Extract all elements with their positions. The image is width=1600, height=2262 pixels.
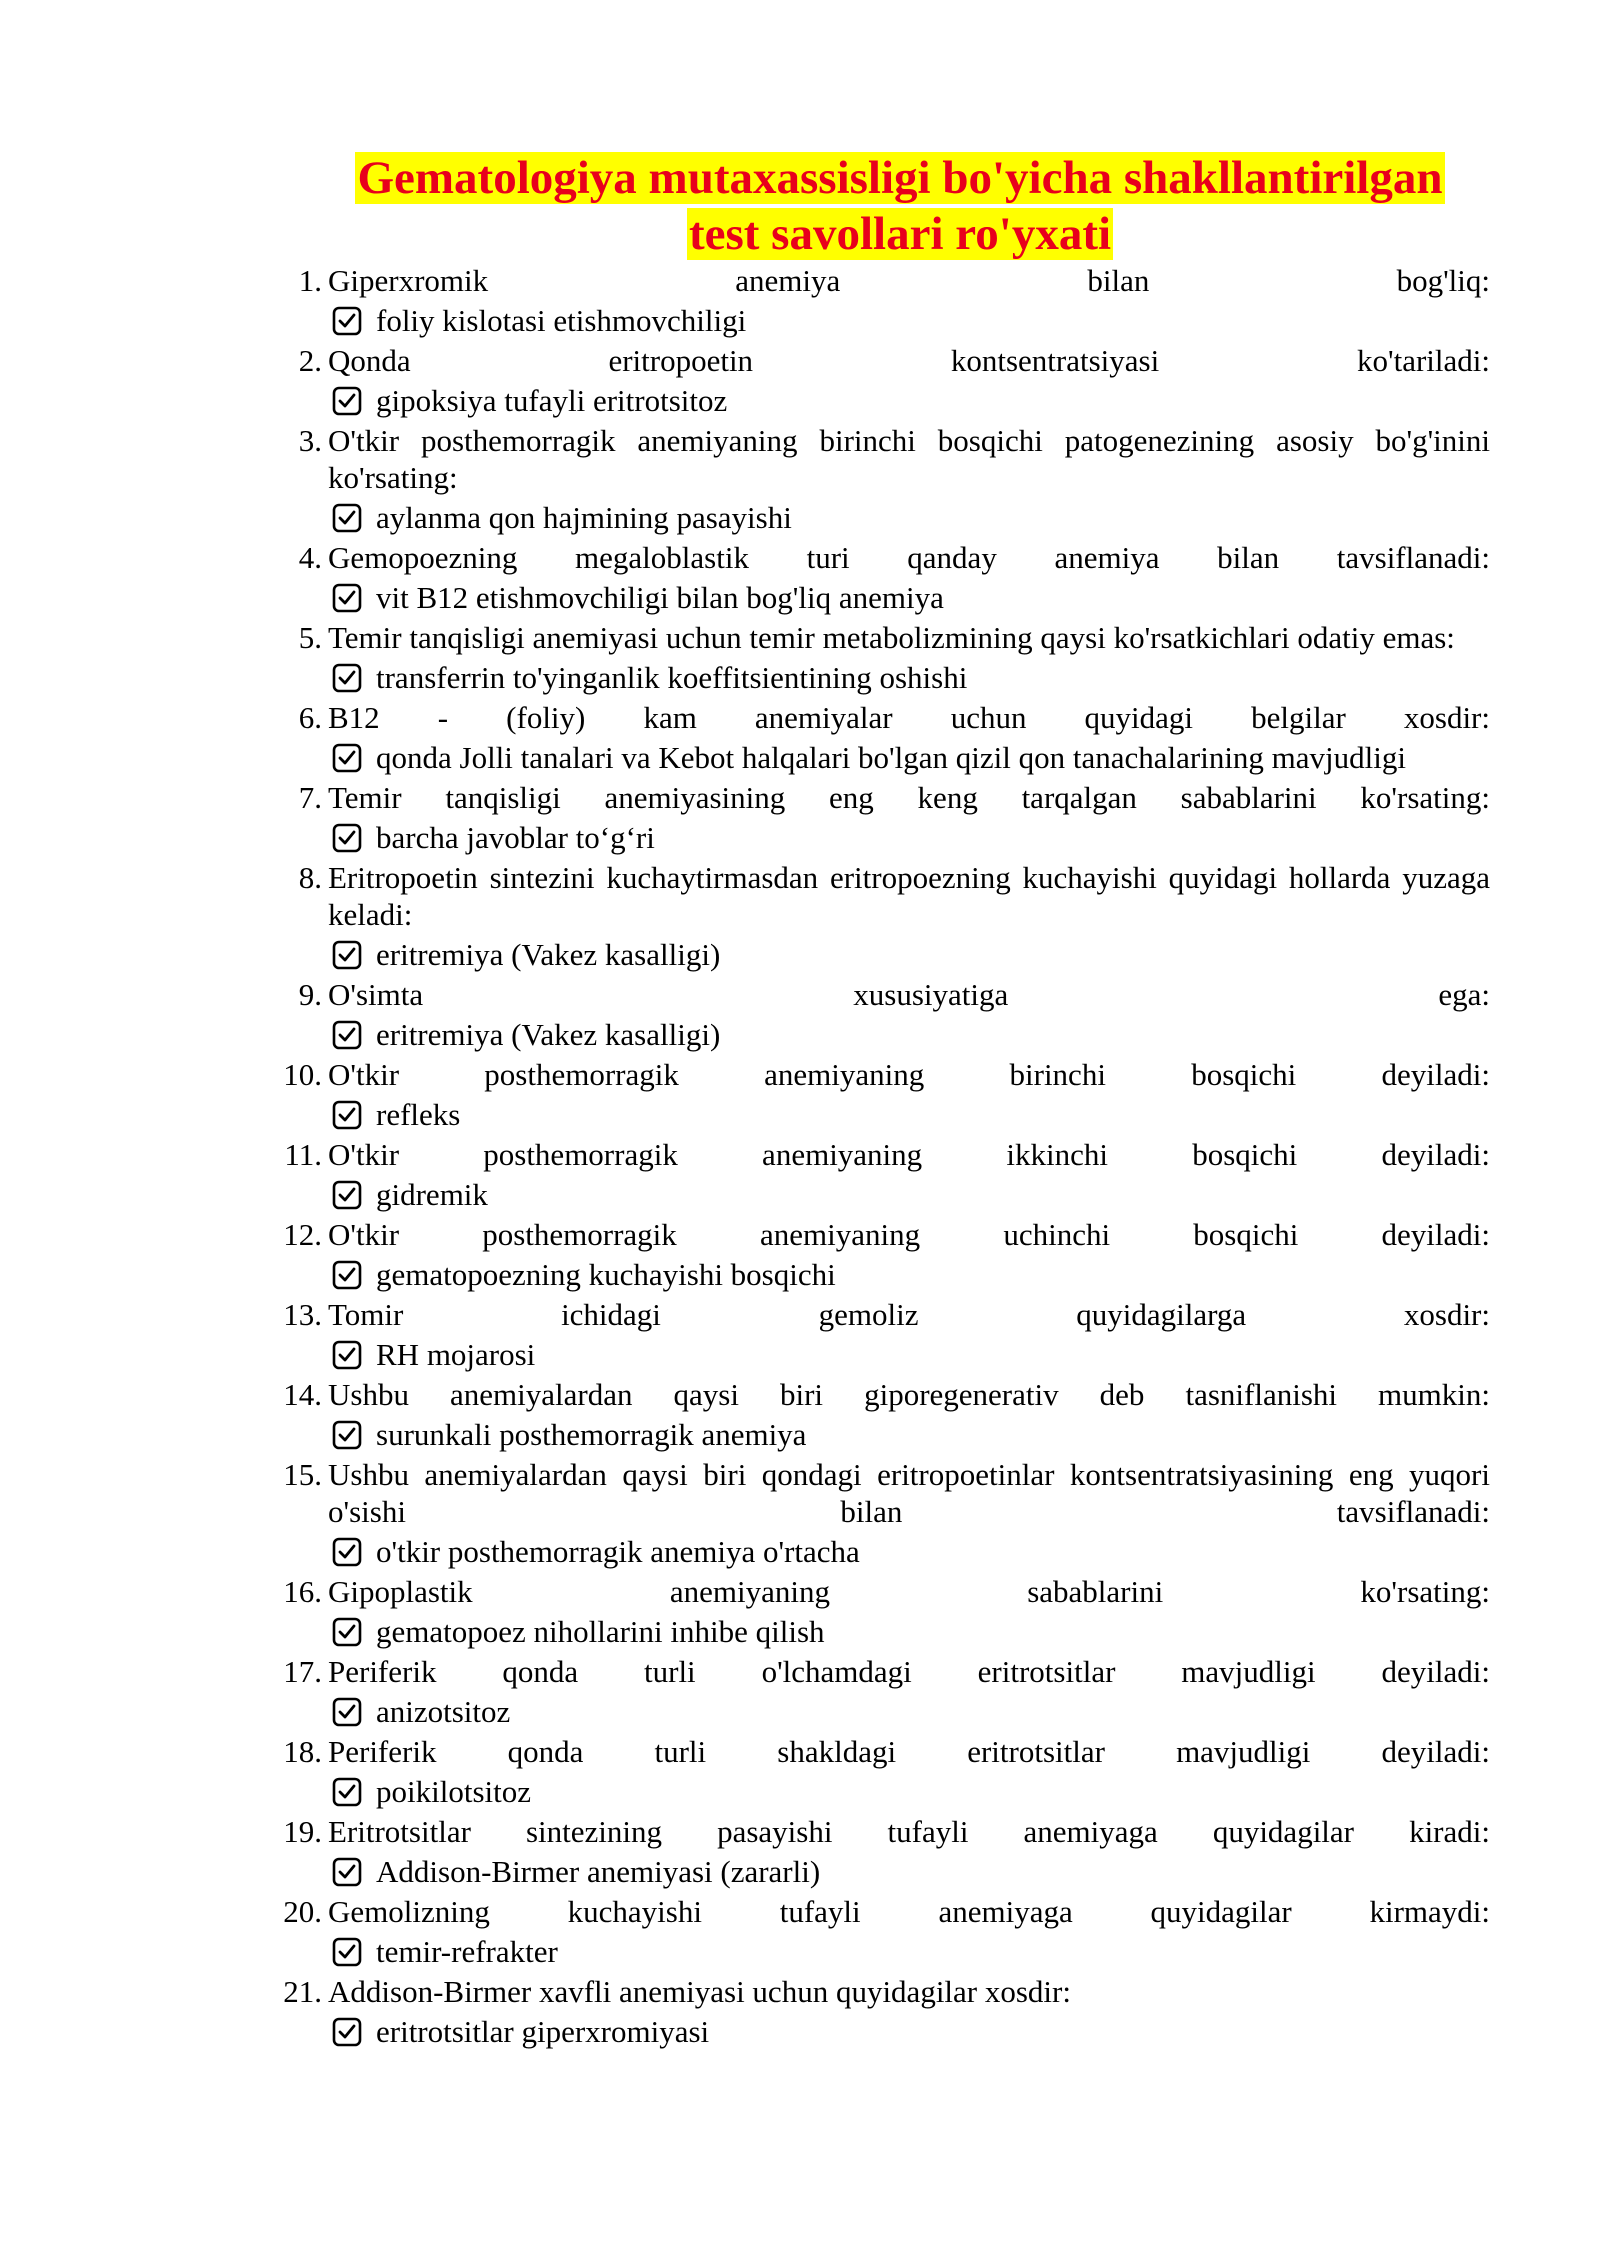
question-number: 10. (283, 1057, 322, 1092)
question-text: Gemolizning kuchayishi tufayli anemiyaga quyidagilar kirmaydi: (328, 1894, 1490, 1929)
question-item (260, 859, 1490, 976)
answer-row (332, 379, 1490, 422)
question-number: 15. (283, 1457, 322, 1492)
answer-text: surunkali posthemorragik anemiya (376, 1417, 807, 1452)
answer-row (332, 1850, 1490, 1893)
question-text: Periferik qonda turli o'lchamdagi eritrotsitlar mavjudligi deyiladi: (328, 1654, 1490, 1689)
checkbox-checked-icon (332, 1020, 362, 1050)
checkbox-checked-icon (332, 1180, 362, 1210)
checkbox-checked-icon (332, 1697, 362, 1727)
question-number: 20. (283, 1894, 322, 1929)
answer-text: barcha javoblar to‘g‘ri (376, 820, 655, 855)
question-item (260, 619, 1490, 699)
question-item (260, 262, 1490, 342)
question-item (260, 1733, 1490, 1813)
answer-text: qonda Jolli tanalari va Kebot halqalari bo'lgan qizil qon tanachalarining mavjudligi (376, 740, 1407, 775)
question-number: 17. (283, 1654, 322, 1689)
question-number: 13. (283, 1297, 322, 1332)
answer-row (332, 2010, 1490, 2053)
question-number: 11. (284, 1137, 322, 1172)
answer-row (332, 736, 1490, 779)
checkbox-checked-icon (332, 503, 362, 533)
question-item (260, 1893, 1490, 1973)
question-item (260, 699, 1490, 779)
checkbox-checked-icon (332, 583, 362, 613)
checkbox-checked-icon (332, 1100, 362, 1130)
answer-text: RH mojarosi (376, 1337, 536, 1372)
answer-text: refleks (376, 1097, 461, 1132)
answer-row (332, 1253, 1490, 1296)
answer-row (332, 1770, 1490, 1813)
question-text: O'simta xususiyatiga ega: (328, 977, 1490, 1012)
checkbox-checked-icon (332, 1420, 362, 1450)
answer-row (332, 1610, 1490, 1653)
answer-text: gidremik (376, 1177, 488, 1212)
answer-row (332, 299, 1490, 342)
checkbox-checked-icon (332, 1617, 362, 1647)
question-item (260, 1653, 1490, 1733)
checkbox-checked-icon (332, 663, 362, 693)
checkbox-checked-icon (332, 1340, 362, 1370)
answer-row (332, 656, 1490, 699)
question-item (260, 1376, 1490, 1456)
checkbox-checked-icon (332, 386, 362, 416)
question-item (260, 1456, 1490, 1573)
answer-text: vit B12 etishmovchiligi bilan bog'liq anemiya (376, 580, 944, 615)
answer-row (332, 1530, 1490, 1573)
question-item (260, 1813, 1490, 1893)
answer-text: eritremiya (Vakez kasalligi) (376, 1017, 721, 1052)
question-item (260, 779, 1490, 859)
answer-text: o'tkir posthemorragik anemiya o'rtacha (376, 1534, 860, 1569)
question-number: 1. (298, 263, 322, 298)
checkbox-checked-icon (332, 1857, 362, 1887)
question-item (260, 342, 1490, 422)
question-text: Ushbu anemiyalardan qaysi biri giporegenerativ deb tasniflanishi mumkin: (328, 1377, 1490, 1412)
answer-text: Addison-Birmer anemiyasi (zararli) (376, 1854, 821, 1889)
answer-row (332, 496, 1490, 539)
answer-row (332, 1173, 1490, 1216)
answer-text: gipoksiya tufayli eritrotsitoz (376, 383, 728, 418)
question-list (260, 262, 1490, 2053)
question-text: Eritropoetin sintezini kuchaytirmasdan eritropoezning kuchayishi quyidagi hollarda yuzaga keladi: (328, 860, 1490, 932)
answer-row (332, 1690, 1490, 1733)
checkbox-checked-icon (332, 1537, 362, 1567)
answer-text: eritremiya (Vakez kasalligi) (376, 937, 721, 972)
question-item (260, 1056, 1490, 1136)
question-number: 2. (298, 343, 322, 378)
question-text: Eritrotsitlar sintezining pasayishi tufayli anemiyaga quyidagilar kiradi: (328, 1814, 1490, 1849)
question-text: O'tkir posthemorragik anemiyaning birinchi bosqichi patogenezining asosiy bo'g'inini ko'rsating: (328, 423, 1490, 495)
answer-row (332, 1013, 1490, 1056)
question-item (260, 976, 1490, 1056)
checkbox-checked-icon (332, 2017, 362, 2047)
answer-row (332, 1333, 1490, 1376)
answer-row (332, 576, 1490, 619)
question-item (260, 1216, 1490, 1296)
question-text: O'tkir posthemorragik anemiyaning ikkinchi bosqichi deyiladi: (328, 1137, 1490, 1172)
question-number: 5. (298, 620, 322, 655)
question-number: 16. (283, 1574, 322, 1609)
question-number: 4. (298, 540, 322, 575)
checkbox-checked-icon (332, 1777, 362, 1807)
question-item (260, 1973, 1490, 2053)
question-number: 19. (283, 1814, 322, 1849)
answer-row (332, 1930, 1490, 1973)
question-text: O'tkir posthemorragik anemiyaning uchinchi bosqichi deyiladi: (328, 1217, 1490, 1252)
answer-text: temir-refrakter (376, 1934, 558, 1969)
question-number: 3. (298, 423, 322, 458)
checkbox-checked-icon (332, 1937, 362, 1967)
question-number: 14. (283, 1377, 322, 1412)
question-item (260, 1296, 1490, 1376)
question-text: Gemopoezning megaloblastik turi qanday anemiya bilan tavsiflanadi: (328, 540, 1490, 575)
question-text: Periferik qonda turli shakldagi eritrotsitlar mavjudligi deyiladi: (328, 1734, 1490, 1769)
question-item (260, 539, 1490, 619)
question-text: Addison-Birmer xavfli anemiyasi uchun quyidagilar xosdir: (328, 1974, 1071, 2009)
question-number: 9. (298, 977, 322, 1012)
question-number: 21. (283, 1974, 322, 2009)
question-item (260, 422, 1490, 539)
question-text: Gipoplastik anemiyaning sabablarini ko'rsating: (328, 1574, 1490, 1609)
checkbox-checked-icon (332, 743, 362, 773)
answer-text: poikilotsitoz (376, 1774, 531, 1809)
title-line-2: test savollari ro'yxati (688, 208, 1112, 260)
answer-text: transferrin to'yinganlik koeffitsientining oshishi (376, 660, 968, 695)
checkbox-checked-icon (332, 940, 362, 970)
answer-row (332, 933, 1490, 976)
question-text: B12 - (foliy) kam anemiyalar uchun quyidagi belgilar xosdir: (328, 700, 1490, 735)
question-text: Temir tanqisligi anemiyasining eng keng tarqalgan sabablarini ko'rsating: (328, 780, 1490, 815)
answer-row (332, 816, 1490, 859)
question-text: Ushbu anemiyalardan qaysi biri qondagi eritropoetinlar kontsentratsiyasining eng yuqori o'sishi bilan tavsiflanadi: (328, 1457, 1490, 1529)
answer-row (332, 1413, 1490, 1456)
question-number: 6. (298, 700, 322, 735)
question-number: 18. (283, 1734, 322, 1769)
answer-text: gematopoez nihollarini inhibe qilish (376, 1614, 825, 1649)
checkbox-checked-icon (332, 823, 362, 853)
title-line-1: Gematologiya mutaxassisligi bo'yicha shakllantirilgan (357, 152, 1443, 204)
answer-text: aylanma qon hajmining pasayishi (376, 500, 792, 535)
question-item (260, 1136, 1490, 1216)
checkbox-checked-icon (332, 306, 362, 336)
question-number: 12. (283, 1217, 322, 1252)
question-text: Tomir ichidagi gemoliz quyidagilarga xosdir: (328, 1297, 1490, 1332)
answer-row (332, 1093, 1490, 1136)
question-number: 7. (298, 780, 322, 815)
question-text: O'tkir posthemorragik anemiyaning birinchi bosqichi deyiladi: (328, 1057, 1490, 1092)
question-text: Qonda eritropoetin kontsentratsiyasi ko'tariladi: (328, 343, 1490, 378)
question-text: Temir tanqisligi anemiyasi uchun temir metabolizmining qaysi ko'rsatkichlari odatiy emas: (328, 620, 1455, 655)
checkbox-checked-icon (332, 1260, 362, 1290)
answer-text: anizotsitoz (376, 1694, 511, 1729)
answer-text: eritrotsitlar giperxromiyasi (376, 2014, 710, 2049)
answer-text: foliy kislotasi etishmovchiligi (376, 303, 747, 338)
question-item (260, 1573, 1490, 1653)
document-title (300, 150, 1500, 262)
question-number: 8. (298, 860, 322, 895)
question-text: Giperxromik anemiya bilan bog'liq: (328, 263, 1490, 298)
answer-text: gematopoezning kuchayishi bosqichi (376, 1257, 836, 1292)
